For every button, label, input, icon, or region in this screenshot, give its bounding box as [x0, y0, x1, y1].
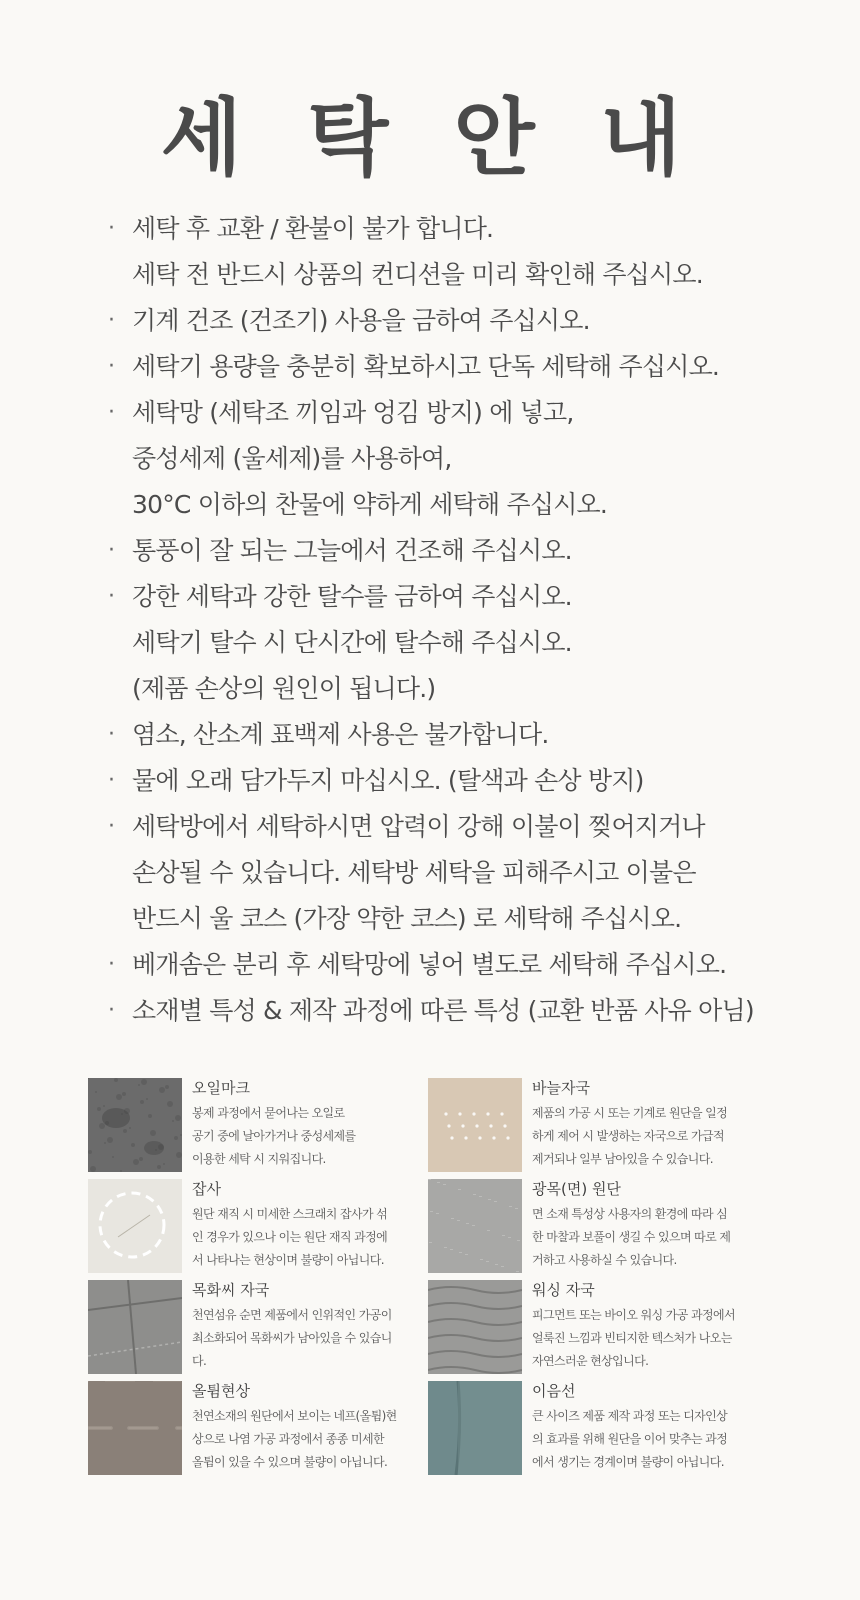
characteristic-title: 목화씨 자국: [192, 1281, 270, 1299]
rule-line: 통풍이 잘 되는 그늘에서 건조해 주십시오.: [132, 536, 572, 565]
rule-line: 염소, 산소계 표백제 사용은 불가합니다.: [132, 720, 549, 749]
cotton-swatch-image: [428, 1179, 522, 1273]
care-rule: [108, 344, 848, 390]
care-rule: [108, 574, 848, 712]
description-line: 제거되나 일부 남아있을 수 있습니다.: [532, 1152, 713, 1166]
description-line: 이용한 세탁 시 지워집니다.: [192, 1152, 326, 1166]
rule-line: 베개솜은 분리 후 세탁망에 넣어 별도로 세탁해 주십시오.: [132, 950, 727, 979]
characteristic-title: 올튐현상: [192, 1382, 250, 1400]
bullet-dot: ·: [108, 354, 115, 379]
description-line: 한 마찰과 보풀이 생길 수 있으며 따로 제: [532, 1230, 731, 1244]
description-line: 천연섬유 순면 제품에서 인위적인 가공이: [192, 1308, 392, 1322]
rule-line: 중성세제 (울세제)를 사용하여,: [132, 444, 452, 473]
characteristic-description: [192, 1203, 430, 1272]
needle-mark-swatch-image: [428, 1078, 522, 1172]
page-title: 세 탁 안 내: [160, 89, 700, 187]
characteristic-card: [88, 1179, 433, 1273]
care-rule: [108, 942, 848, 988]
characteristic-title: 바늘자국: [532, 1079, 590, 1097]
characteristic-title: 이음선: [532, 1382, 576, 1400]
characteristic-card: [88, 1078, 433, 1172]
bullet-dot: ·: [108, 998, 115, 1023]
characteristic-card: [88, 1280, 433, 1374]
description-line: 인 경우가 있으나 이는 원단 재직 과정에: [192, 1230, 388, 1244]
characteristic-card: [428, 1179, 773, 1273]
characteristic-card: [428, 1078, 773, 1172]
bullet-dot: ·: [108, 216, 115, 241]
washing-swatch-image: [428, 1280, 522, 1374]
characteristic-description: [192, 1405, 430, 1474]
care-rule: [108, 758, 848, 804]
description-line: 자연스러운 현상입니다.: [532, 1354, 649, 1368]
care-rule: [108, 712, 848, 758]
rule-line: 기계 건조 (건조기) 사용을 금하여 주십시오.: [132, 306, 590, 335]
rule-line: 세탁기 탈수 시 단시간에 탈수해 주십시오.: [132, 628, 572, 657]
care-rule: [108, 804, 848, 942]
bullet-dot: ·: [108, 722, 115, 747]
characteristic-description: [532, 1102, 770, 1171]
characteristic-card: [428, 1381, 773, 1475]
bullet-dot: ·: [108, 308, 115, 333]
description-line: 봉제 과정에서 묻어나는 오일로: [192, 1106, 345, 1120]
rule-line: 세탁기 용량을 충분히 확보하시고 단독 세탁해 주십시오.: [132, 352, 720, 381]
cotton-seed-swatch-image: [88, 1280, 182, 1374]
description-line: 공기 중에 날아가거나 중성세제를: [192, 1129, 356, 1143]
description-line: 하게 제어 시 발생하는 자국으로 가급적: [532, 1129, 724, 1143]
care-rule: [108, 206, 848, 298]
characteristic-description: [192, 1102, 430, 1171]
description-line: 의 효과를 위해 원단을 이어 맞추는 과정: [532, 1432, 728, 1446]
bullet-dot: ·: [108, 814, 115, 839]
description-line: 얼룩진 느낌과 빈티지한 텍스처가 나오는: [532, 1331, 732, 1345]
description-line: 에서 생기는 경계이며 불량이 아닙니다.: [532, 1455, 724, 1469]
description-line: 제품의 가공 시 또는 기계로 원단을 일정: [532, 1106, 728, 1120]
care-rule: [108, 390, 848, 528]
rule-line: 세탁 후 교환 / 환불이 불가 합니다.: [132, 214, 494, 243]
description-line: 서 나타나는 현상이며 불량이 아닙니다.: [192, 1253, 384, 1267]
characteristic-description: [532, 1203, 770, 1272]
bullet-dot: ·: [108, 400, 115, 425]
rule-line: (제품 손상의 원인이 됩니다.): [132, 674, 436, 703]
rule-line: 세탁 전 반드시 상품의 컨디션을 미리 확인해 주십시오.: [132, 260, 703, 289]
description-line: 최소화되어 목화씨가 남아있을 수 있습니: [192, 1331, 392, 1345]
description-line: 다.: [192, 1354, 207, 1368]
rule-line: 세탁방에서 세탁하시면 압력이 강해 이불이 찢어지거나: [132, 812, 705, 841]
description-line: 큰 사이즈 제품 제작 과정 또는 디자인상: [532, 1409, 728, 1423]
seam-swatch-image: [428, 1381, 522, 1475]
description-line: 상으로 나염 가공 과정에서 종종 미세한: [192, 1432, 384, 1446]
oil-mark-swatch-image: [88, 1078, 182, 1172]
rule-line: 반드시 울 코스 (가장 약한 코스) 로 세탁해 주십시오.: [132, 904, 682, 933]
characteristic-title: 오일마크: [192, 1079, 250, 1097]
description-line: 면 소재 특성상 사용자의 환경에 따라 심: [532, 1207, 728, 1221]
characteristic-title: 워싱 자국: [532, 1281, 595, 1299]
characteristic-card: [88, 1381, 433, 1475]
description-line: 거하고 사용하실 수 있습니다.: [532, 1253, 677, 1267]
care-rule: [108, 528, 848, 574]
care-rule: [108, 988, 848, 1034]
care-rules-list: [108, 206, 848, 1034]
description-line: 천연소재의 원단에서 보이는 네프(올튐)현: [192, 1409, 397, 1423]
rule-line: 세탁망 (세탁조 끼임과 엉김 방지) 에 넣고,: [132, 398, 574, 427]
rule-line: 소재별 특성 & 제작 과정에 따른 특성 (교환 반품 사유 아님): [132, 996, 754, 1025]
characteristic-title: 광목(면) 원단: [532, 1180, 621, 1198]
characteristic-description: [532, 1304, 770, 1373]
nep-swatch-image: [88, 1381, 182, 1475]
characteristic-description: [192, 1304, 430, 1373]
rule-line: 물에 오래 담가두지 마십시오. (탈색과 손상 방지): [132, 766, 644, 795]
bullet-dot: ·: [108, 768, 115, 793]
bullet-dot: ·: [108, 538, 115, 563]
bullet-dot: ·: [108, 952, 115, 977]
rule-line: 강한 세탁과 강한 탈수를 금하여 주십시오.: [132, 582, 572, 611]
description-line: 피그먼트 또는 바이오 워싱 가공 과정에서: [532, 1308, 735, 1322]
stray-thread-swatch-image: [88, 1179, 182, 1273]
care-rule: [108, 298, 848, 344]
description-line: 원단 재직 시 미세한 스크래치 잡사가 섞: [192, 1207, 388, 1221]
rule-line: 손상될 수 있습니다. 세탁방 세탁을 피해주시고 이불은: [132, 858, 696, 887]
rule-line: 30°C 이하의 찬물에 약하게 세탁해 주십시오.: [132, 490, 608, 519]
description-line: 올튐이 있을 수 있으며 불량이 아닙니다.: [192, 1455, 388, 1469]
characteristic-description: [532, 1405, 770, 1474]
characteristic-title: 잡사: [192, 1180, 221, 1198]
characteristic-card: [428, 1280, 773, 1374]
bullet-dot: ·: [108, 584, 115, 609]
